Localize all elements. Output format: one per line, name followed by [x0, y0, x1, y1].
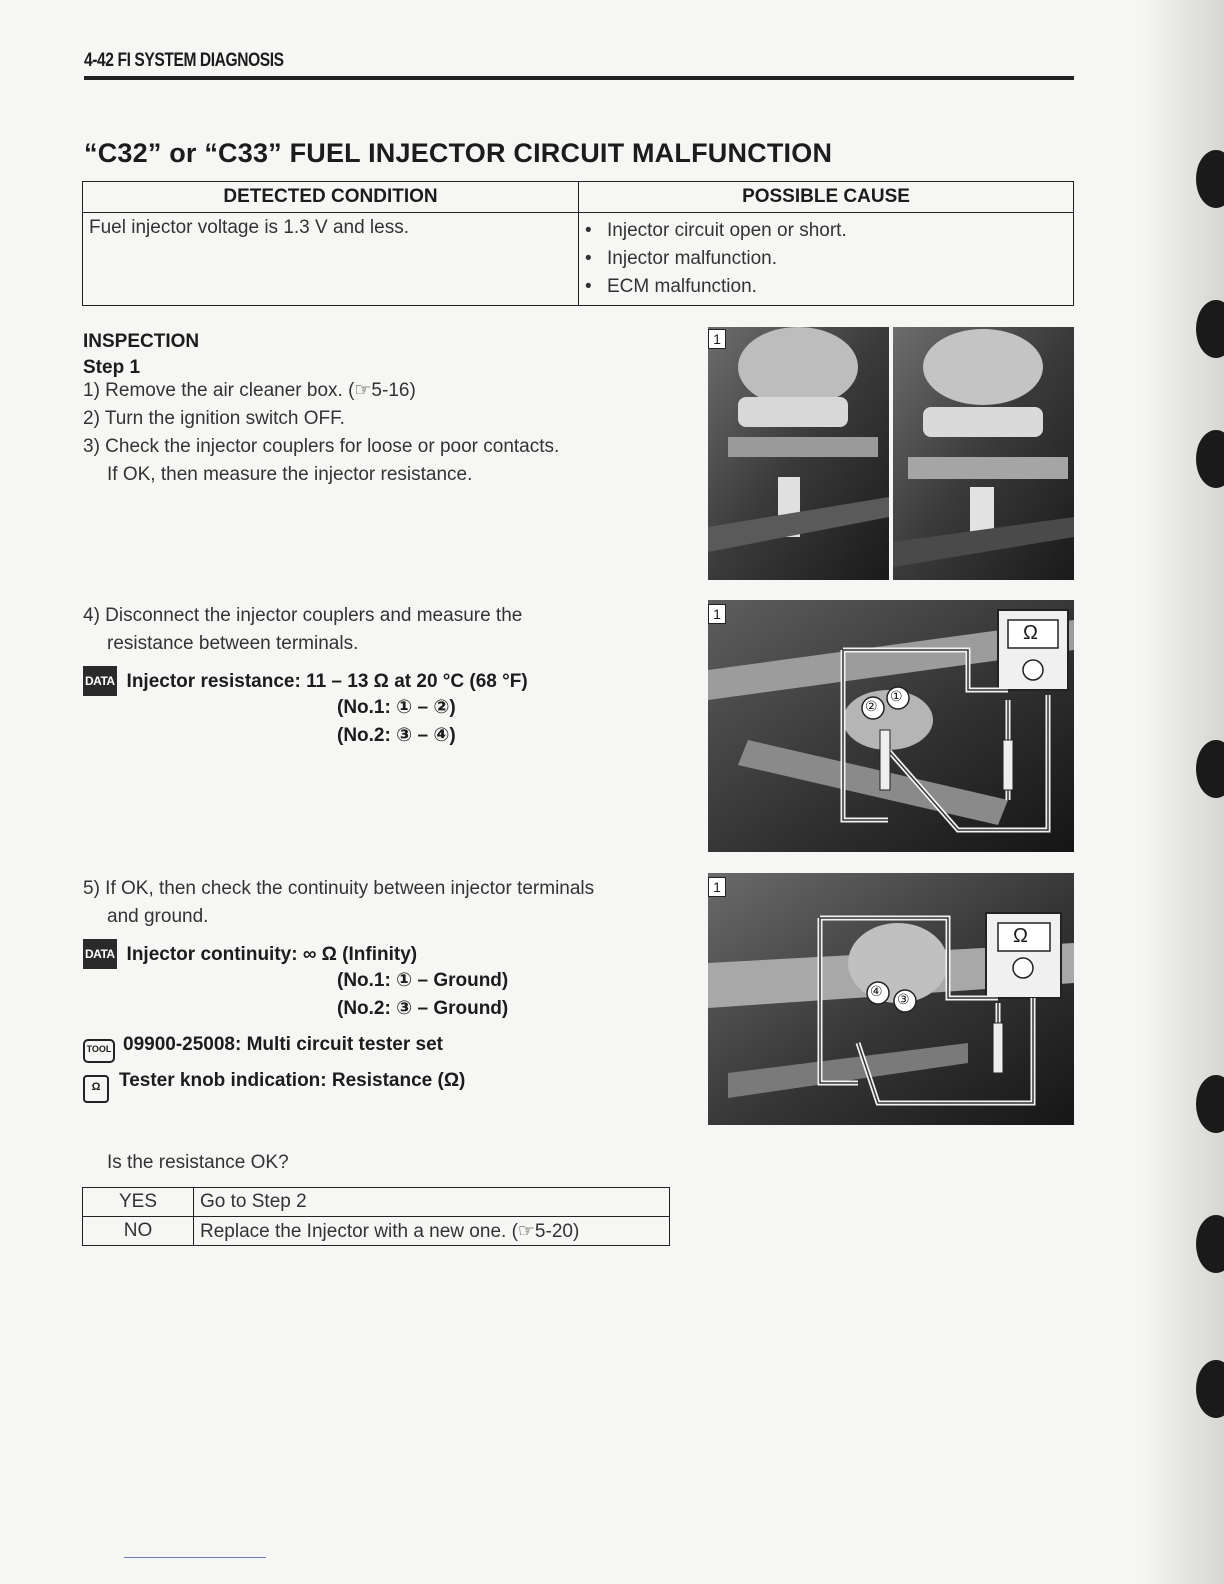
yes-key: YES: [83, 1188, 194, 1217]
resistance-spec: [83, 666, 528, 696]
cause-item: • Injector circuit open or short.: [585, 217, 1067, 245]
tool-line: [83, 1031, 443, 1063]
step-heading: Step 1: [83, 357, 141, 378]
step-2: 2) Turn the ignition switch OFF.: [83, 408, 345, 429]
ohm-meter-display: Ω: [1023, 622, 1038, 644]
continuity-no2: (No.2: ③ – Ground): [337, 998, 509, 1019]
footer-rule: [124, 1557, 266, 1558]
terminal-2-label: ②: [865, 698, 878, 714]
figure-label: 1: [708, 604, 726, 624]
cause-item: • ECM malfunction.: [585, 273, 1067, 301]
resistance-no2: (No.2: ③ – ④): [337, 725, 456, 746]
continuity-spec: [83, 939, 417, 969]
continuity-no1: (No.1: ① – Ground): [337, 970, 509, 991]
tool-text: 09900-25008: Multi circuit tester set: [123, 1034, 443, 1055]
knob-text: Tester knob indication: Resistance (Ω): [119, 1070, 466, 1091]
header-rule: [84, 76, 1074, 80]
resistance-no1: (No.1: ① – ②): [337, 697, 456, 718]
question: Is the resistance OK?: [107, 1152, 289, 1173]
step-4-line1: 4) Disconnect the injector couplers and measure the: [83, 605, 523, 626]
detected-condition-cell: Fuel injector voltage is 1.3 V and less.: [83, 213, 579, 306]
no-key: NO: [83, 1217, 194, 1246]
ohm-meter-display: Ω: [1013, 925, 1028, 947]
step-5-line1: 5) If OK, then check the continuity between injector terminals: [83, 878, 595, 899]
tester-knob-icon: Ω: [83, 1075, 109, 1103]
knob-line: [83, 1067, 465, 1103]
page-header: 4-42 FI SYSTEM DIAGNOSIS: [84, 50, 284, 71]
step-1: 1) Remove the air cleaner box. (☞5-16): [83, 380, 416, 401]
data-badge-icon: DATA: [83, 939, 117, 969]
figure-label: 1: [708, 877, 726, 897]
terminal-1-label: ①: [890, 688, 903, 704]
condition-table: [82, 181, 1074, 306]
possible-cause-header: POSSIBLE CAUSE: [579, 182, 1074, 213]
terminal-3-label: ③: [897, 991, 910, 1007]
inspection-heading: INSPECTION: [83, 331, 200, 352]
yes-no-table: [82, 1187, 670, 1246]
figure-label: 1: [708, 329, 726, 349]
step-3: 3) Check the injector couplers for loose or poor contacts.: [83, 436, 560, 457]
data-badge-icon: DATA: [83, 666, 117, 696]
step-4-line2: resistance between terminals.: [107, 633, 359, 654]
terminal-4-label: ④: [870, 983, 883, 999]
injector-coupler-photo: [708, 327, 1074, 580]
cause-item: • Injector malfunction.: [585, 245, 1067, 273]
tool-icon: TOOL: [83, 1039, 115, 1063]
detected-condition-header: DETECTED CONDITION: [83, 182, 579, 213]
yes-value: Go to Step 2: [194, 1188, 670, 1217]
page-title: “C32” or “C33” FUEL INJECTOR CIRCUIT MALFUNCTION: [84, 138, 833, 168]
resistance-measurement-diagram: [708, 600, 1074, 852]
continuity-spec-text: Injector continuity: ∞ Ω (Infinity): [126, 944, 418, 965]
step-5-line2: and ground.: [107, 906, 209, 927]
continuity-measurement-diagram: [708, 873, 1074, 1125]
step-3-note: If OK, then measure the injector resistance.: [107, 464, 473, 485]
no-value: Replace the Injector with a new one. (☞5-20): [194, 1217, 670, 1246]
possible-cause-cell: [579, 213, 1074, 306]
resistance-spec-text: Injector resistance: 11 – 13 Ω at 20 °C (68 °F): [126, 671, 528, 692]
